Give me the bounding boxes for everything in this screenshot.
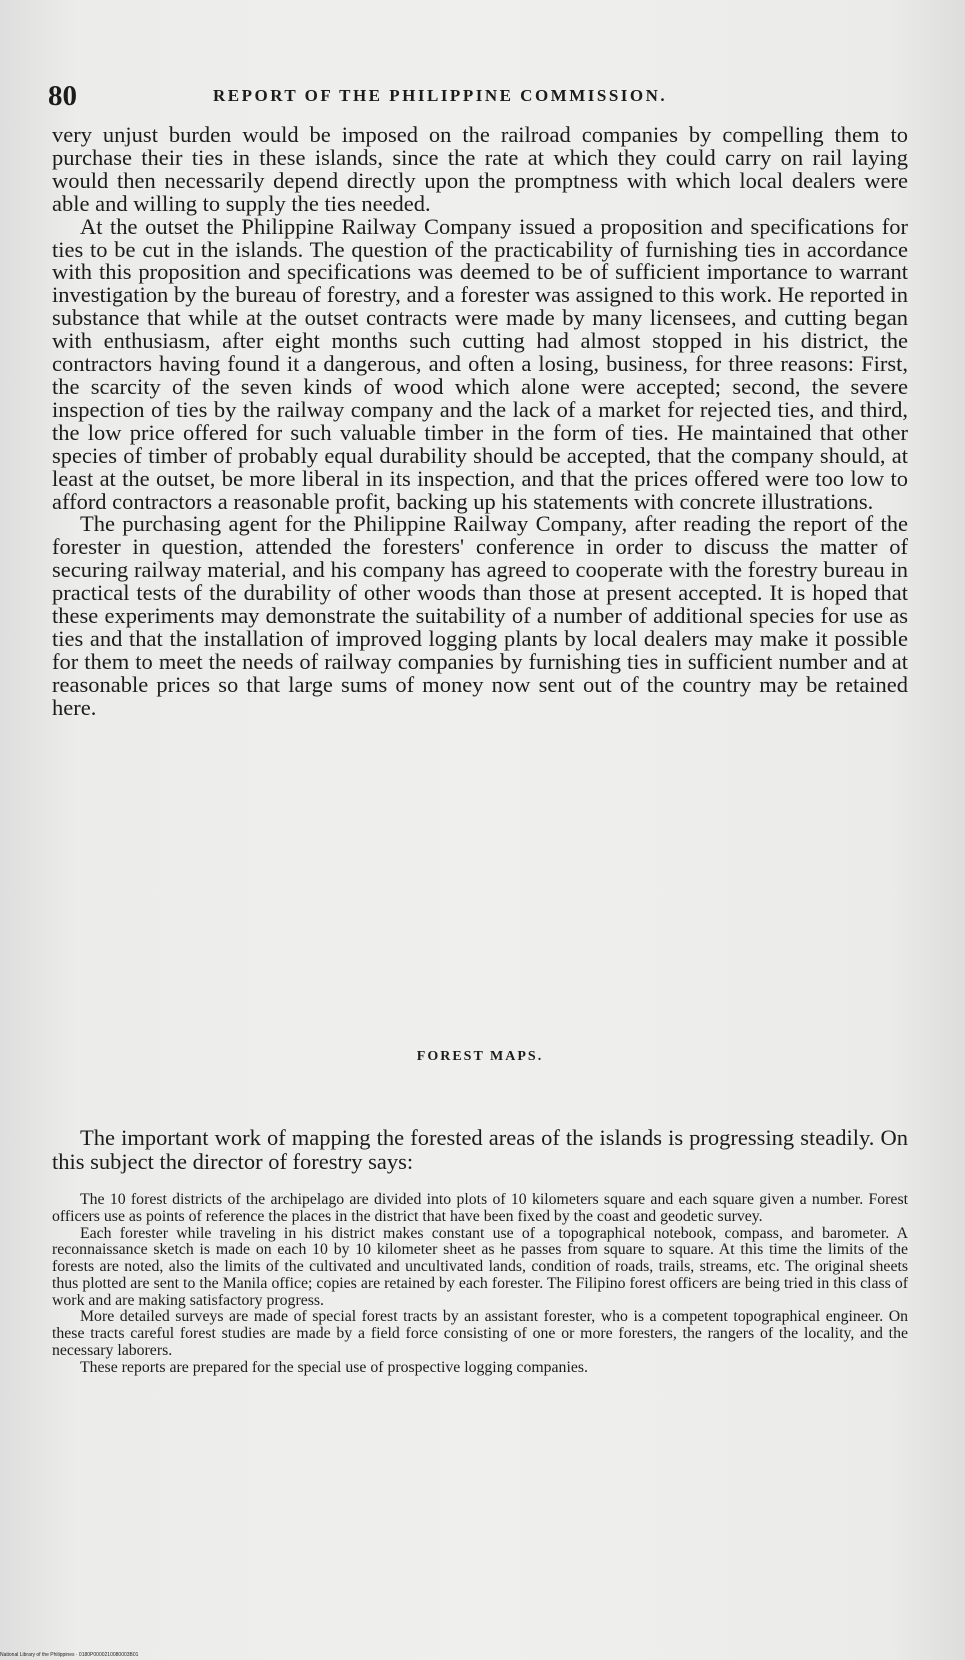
section-heading: FOREST MAPS. bbox=[416, 1049, 544, 1064]
body-paragraph-3: The purchasing agent for the Philippine Railway Company, after reading the report of the forester in question, attended the foresters' conference in order to discuss the matter of securing railway material, and his company has agreed to cooperate with the forestry bureau in practical tests of the durability of other woods than those at present accepted. It is hoped that these experiments may demonstrate the suitability of a number of additional species for use as ties and that the installation of improved logging plants by local dealers may make it possible for them to meet the needs of railway companies by furnishing ties in sufficient number and at reasonable prices so that large sums of money now sent out of the country may be retained here. bbox=[52, 511, 908, 720]
quote-paragraph-1: The 10 forest districts of the archipelago are divided into plots of 10 kilometers square and each square given a number. Forest officers use as points of reference the places in the district that have been fixed by the coast and geodetic survey. bbox=[52, 1191, 908, 1225]
scan-credit: National Library of the Philippines · 0180P0000210080003B01 bbox=[0, 1652, 139, 1658]
quote-paragraph-3: More detailed surveys are made of special forest tracts by an assistant forester, who is a competent topographical engineer. On these tracts careful forest studies are made by a field force consisting of one or more foresters, the rangers of the locality, and the necessary laborers. bbox=[52, 1308, 908, 1359]
page-header bbox=[48, 76, 918, 116]
section-intro: The important work of mapping the forested areas of the islands is progressing steadily. On this subject the director of forestry says: bbox=[52, 1125, 908, 1174]
quoted-passage bbox=[52, 1192, 908, 1376]
body-paragraph-2: At the outset the Philippine Railway Company issued a proposition and specifications for ties to be cut in the islands. The question of the practicability of furnishing ties in accordance with this proposition and specifications was deemed to be of sufficient importance to warrant investigation by the bureau of forestry, and a forester was assigned to this work. He reported in substance that while at the outset contracts were made by many licensees, and cutting began with enthusiasm, after eight months such cutting had almost stopped in his district, the contractors having found it a dangerous, and often a losing, business, for three reasons: First, the scarcity of the seven kinds of wood which alone were accepted; second, the severe inspection of ties by the railway company and the lack of a market for rejected ties, and third, the low price offered for such valuable timber in the form of ties. He maintained that other species of timber of probably equal durability should be accepted, that the company should, at least at the outset, be more liberal in its inspection, and that the prices offered were too low to afford contractors a reasonable profit, backing up his statements with concrete illustrations. bbox=[52, 213, 908, 514]
quote-paragraph-4: These reports are prepared for the special use of prospective logging companies. bbox=[80, 1358, 588, 1376]
page-number: 80 bbox=[48, 80, 77, 112]
body-paragraph-1: very unjust burden would be imposed on the railroad companies by compelling them to purchase their ties in these islands, since the rate at which they could carry on rail laying would then necessarily depend directly upon the promptness with which local dealers were able and willing to supply the ties needed. bbox=[52, 122, 908, 216]
quote-paragraph-2: Each forester while traveling in his district makes constant use of a topographical notebook, compass, and barometer. A reconnaissance sketch is made on each 10 by 10 kilometer sheet as he passes from square to square. At this time the limits of the forests are noted, also the limits of the cultivated and uncultivated lands, condition of roads, trails, streams, etc. The original sheets thus plotted are sent to the Manila office; copies are retained by each forester. The Filipino forest officers are being tried in this class of work and are making satisfactory progress. bbox=[52, 1224, 908, 1309]
body-text bbox=[52, 124, 908, 720]
running-head: REPORT OF THE PHILIPPINE COMMISSION. bbox=[213, 86, 668, 105]
